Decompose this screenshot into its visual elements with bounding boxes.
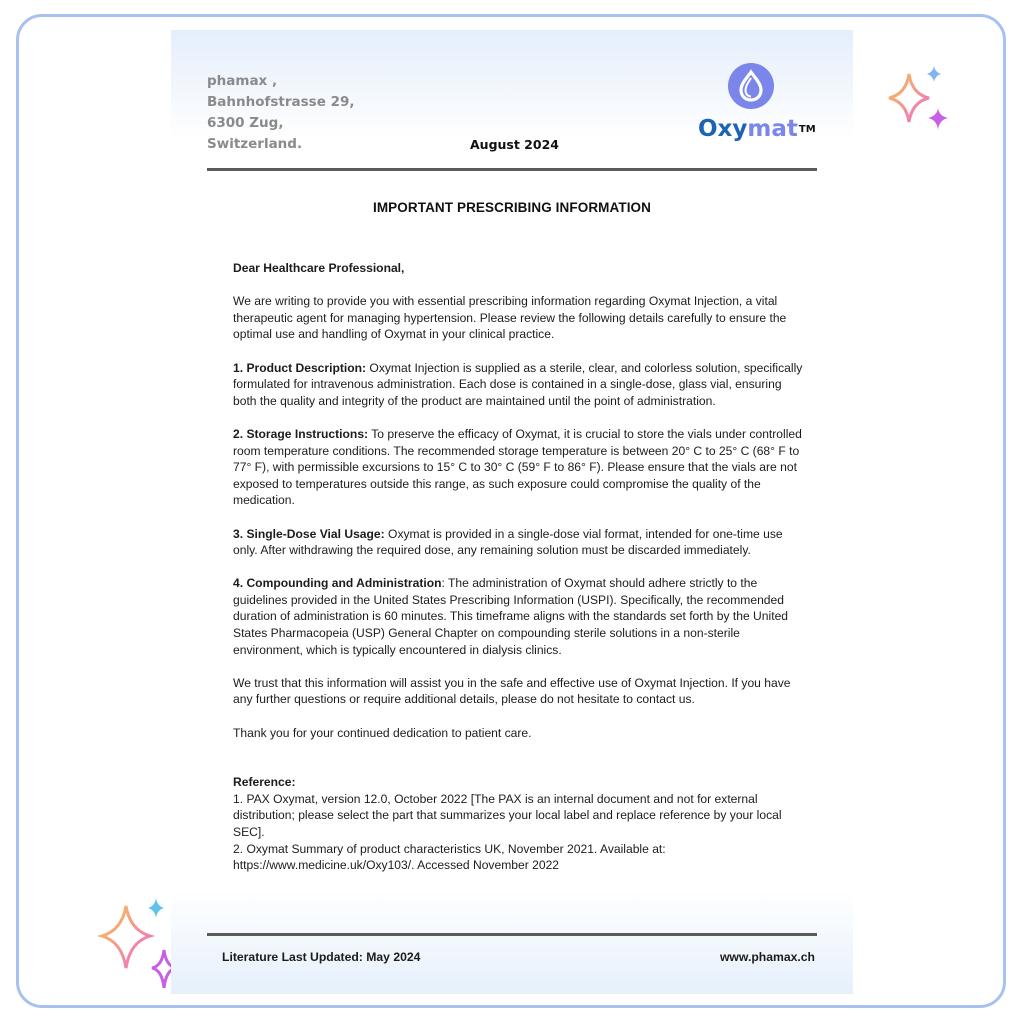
section-text: : The administration of Oxymat should adhere strictly to the guidelines provided in the United States Prescribing Information (USPI). Specifically, the recommended duration of administration is 60 minutes. This timeframe aligns with the standards set forth by the United States Pharmacopeia (USP) General Chapter on compounding sterile solutions in a non-sterile environment, which is typically encountered in dialysis clinics. bbox=[233, 576, 789, 657]
sparkle-icon bbox=[98, 896, 178, 996]
section-heading: 2. Storage Instructions: bbox=[233, 426, 369, 441]
letter-page bbox=[171, 30, 853, 994]
section-text: Oxymat is provided in a single-dose vial format, intended for one-time use only. After withdrawing the required dose, any remaining solution must be discarded immediately. bbox=[233, 526, 783, 558]
intro-paragraph: We are writing to provide you with essential prescribing information regarding Oxymat Injection, a vital therapeutic agent for managing hypertension. Please review the following details carefully to ensure the optimal use and handling of Oxymat in your clinical practice. bbox=[233, 294, 787, 342]
section-storage-instructions bbox=[233, 426, 803, 509]
section-text: To preserve the efficacy of Oxymat, it is crucial to store the vials under controlled room temperature conditions. The recommended storage temperature is between 20° C to 25° C (68° F to 77° F), with permissible excursions to 15° C to 30° C (59° F to 86° F). Please ensure that the vials are not exposed to temperatures outside this range, as such exposure could compromise the quality of the medication. bbox=[233, 426, 802, 508]
salutation: Dear Healthcare Professional, bbox=[233, 261, 405, 275]
reference-item: 2. Oxymat Summary of product characteristics UK, November 2021. Available at: https://www.medicine.uk/Oxy103/. Accessed November 2022 bbox=[233, 841, 666, 873]
reference-block bbox=[233, 774, 803, 874]
oxymat-logo-icon bbox=[728, 63, 774, 109]
trademark-mark: TM bbox=[798, 124, 816, 135]
section-heading: 3. Single-Dose Vial Usage: bbox=[233, 526, 385, 541]
reference-heading: Reference: bbox=[233, 775, 296, 790]
reference-item: 1. PAX Oxymat, version 12.0, October 2022 [The PAX is an internal document and not for external distribution; please select the part that summarizes your local label and replace reference by your local SEC]. bbox=[233, 791, 782, 839]
section-compounding bbox=[233, 575, 803, 658]
footer-divider bbox=[207, 933, 817, 936]
header-divider bbox=[207, 168, 817, 171]
section-single-dose-usage bbox=[233, 526, 803, 559]
address-line: Switzerland. bbox=[207, 136, 303, 152]
last-updated: Literature Last Updated: May 2024 bbox=[222, 950, 421, 964]
brand-logo-text bbox=[698, 115, 816, 143]
section-heading: 1. Product Description: bbox=[233, 360, 367, 375]
letter-body bbox=[233, 260, 803, 874]
section-text: Oxymat Injection is supplied as a sterile, clear, and colorless solution, specifically formulated for intravenous administration. Each dose is contained in a single-dose, glass vial, ensuring both the quality and integrity of the product are maintained until the point of administration. bbox=[233, 360, 803, 408]
brand-name-part2: mat bbox=[747, 116, 798, 142]
website-link[interactable]: www.phamax.ch bbox=[719, 950, 815, 964]
sparkle-icon bbox=[884, 64, 954, 140]
letter-date: August 2024 bbox=[470, 137, 559, 152]
thanks-paragraph: Thank you for your continued dedication to patient care. bbox=[233, 725, 532, 740]
address-line: Bahnhofstrasse 29, bbox=[207, 94, 355, 110]
document-title: IMPORTANT PRESCRIBING INFORMATION bbox=[372, 200, 652, 215]
sender-address bbox=[207, 71, 354, 155]
address-line: 6300 Zug, bbox=[207, 115, 284, 131]
address-line: phamax , bbox=[207, 73, 278, 89]
brand-name-part1: Oxy bbox=[698, 116, 748, 142]
closing-paragraph: We trust that this information will assist you in the safe and effective use of Oxymat Injection. If you have any further questions or require additional details, please do not hesitate to contact us. bbox=[233, 675, 791, 707]
section-product-description bbox=[233, 360, 803, 410]
section-heading: 4. Compounding and Administration bbox=[233, 576, 442, 591]
